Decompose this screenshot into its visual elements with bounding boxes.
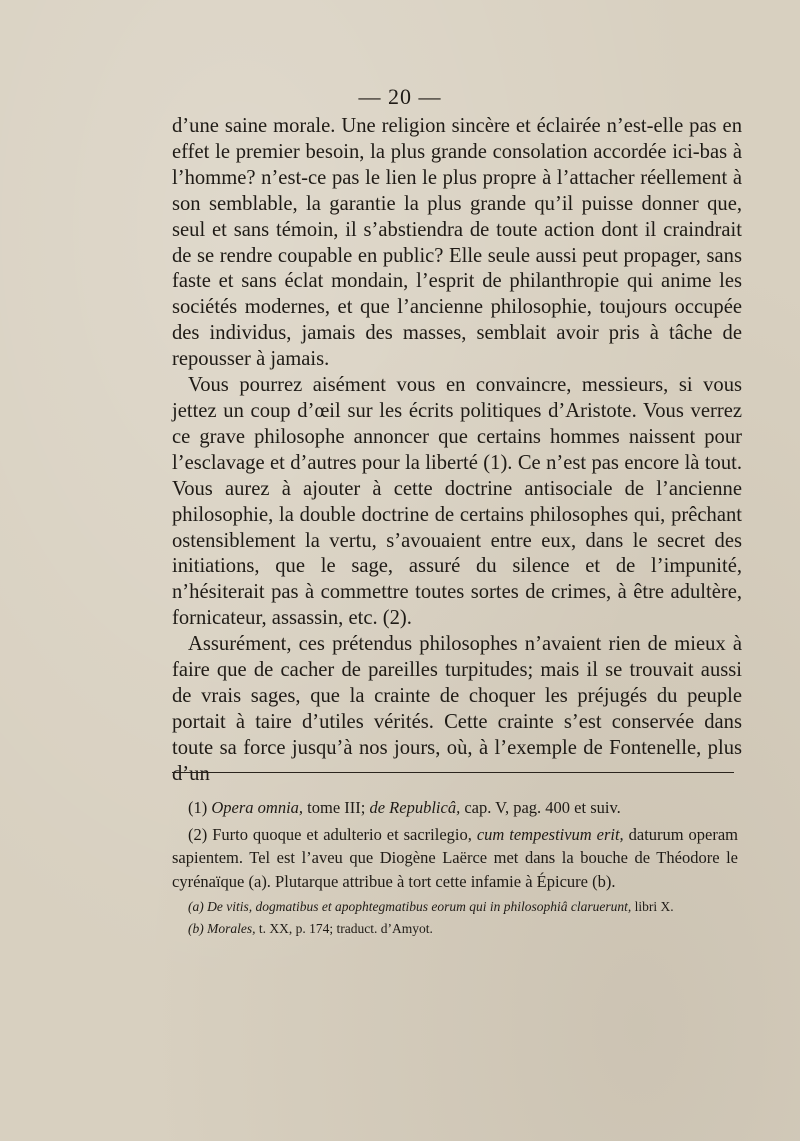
page-number: — 20 —	[358, 84, 442, 109]
footnote-1-marker: (1)	[188, 798, 208, 817]
paragraph-3: Assurément, ces prétendus philosophes n’avaient rien de mieux à faire que de cacher de pareilles turpitudes; mais il se trouvait aussi de vrais sages, que la crainte de choquer les préjugés du peuple portait à taire d’utiles vérités. Cette crainte s’est conservée dans toute sa force jusqu’à nos jours, où, à l’exemple de Fontenelle, plus d’un	[172, 633, 742, 785]
footnote-1-volume: tome III;	[307, 798, 366, 817]
footnote-separator	[172, 772, 734, 773]
footnote-1-rest: cap. V, pag. 400 et suiv.	[464, 798, 621, 817]
body-text	[172, 114, 742, 788]
footnote-1-work: Opera omnia,	[211, 798, 304, 817]
paragraph-2: Vous pourrez aisément vous en convaincre, messieurs, si vous jettez un coup d’œil sur les écrits politiques d’Aristote. Vous verrez ce grave philosophe annoncer que certains hommes naissent pour l’esclavage et d’autres pour la liberté (1). Ce n’est pas encore là tout. Vous aurez à ajouter à cette doctrine antisociale de l’ancienne philosophie, la double doctrine de certains philosophes qui, prêchant ostensiblement la vertu, s’avouaient entre eux, dans le secret des initiations, que le sage, assuré du silence et de l’impunité, n’hésiterait pas à commettre toutes sortes de crimes, à être adultère, fornicateur, assassin, etc. (2).	[172, 374, 742, 630]
footnotes	[172, 796, 738, 940]
subfootnote-b-marker: (b)	[188, 921, 204, 936]
subfootnote-b-rest: t. XX, p. 174; traduct. d’Amyot.	[258, 921, 433, 936]
footnote-1-book: de Republicâ,	[369, 798, 461, 817]
subfootnote-a-text: De vitis, dogmatibus et apophtegmatibus eorum qui in philosophiâ claruerunt,	[207, 899, 632, 914]
footnote-2-italic: cum tempestivum erit,	[476, 824, 624, 844]
paragraph-1: d’une saine morale. Une religion sincère et éclairée n’est-elle pas en effet le premier besoin, la plus grande consolation accordée ici-bas à l’homme? n’est-ce pas le lien le plus propre à l’attacher réellement à son semblable, la garantie la plus grande qu’il puisse donner que, seul et sans témoin, il s’abstiendra de toute action dont il craindrait de se rendre coupable en public? Elle seule aussi peut propager, sans faste et sans éclat mondain, l’esprit de philanthropie qui anime les sociétés modernes, et que l’ancienne philosophie, toujours occupée des individus, jamais des masses, semblait avoir pris à tâche de repousser à jamais.	[172, 115, 742, 371]
subfootnote-a-marker: (a)	[188, 899, 204, 914]
footnote-2	[172, 823, 738, 894]
footnote-2-text-a: Furto quoque et adulterio et sacrilegio,	[212, 824, 472, 844]
footnote-2-text-b: daturum operam sapientem. Tel est l’aveu que Diogène Laërce met dans la bouche de Théodore le cyrénaïque (a). Plutarque attribue à tort cette infamie à Épicure (b).	[172, 824, 739, 891]
subfootnote-b	[172, 918, 738, 940]
subfootnote-b-text: Morales,	[207, 921, 256, 936]
subfootnote-a	[172, 896, 738, 918]
subfootnote-a-rest: libri X.	[634, 899, 674, 914]
footnote-2-marker: (2)	[188, 824, 208, 844]
footnote-1	[172, 796, 738, 820]
